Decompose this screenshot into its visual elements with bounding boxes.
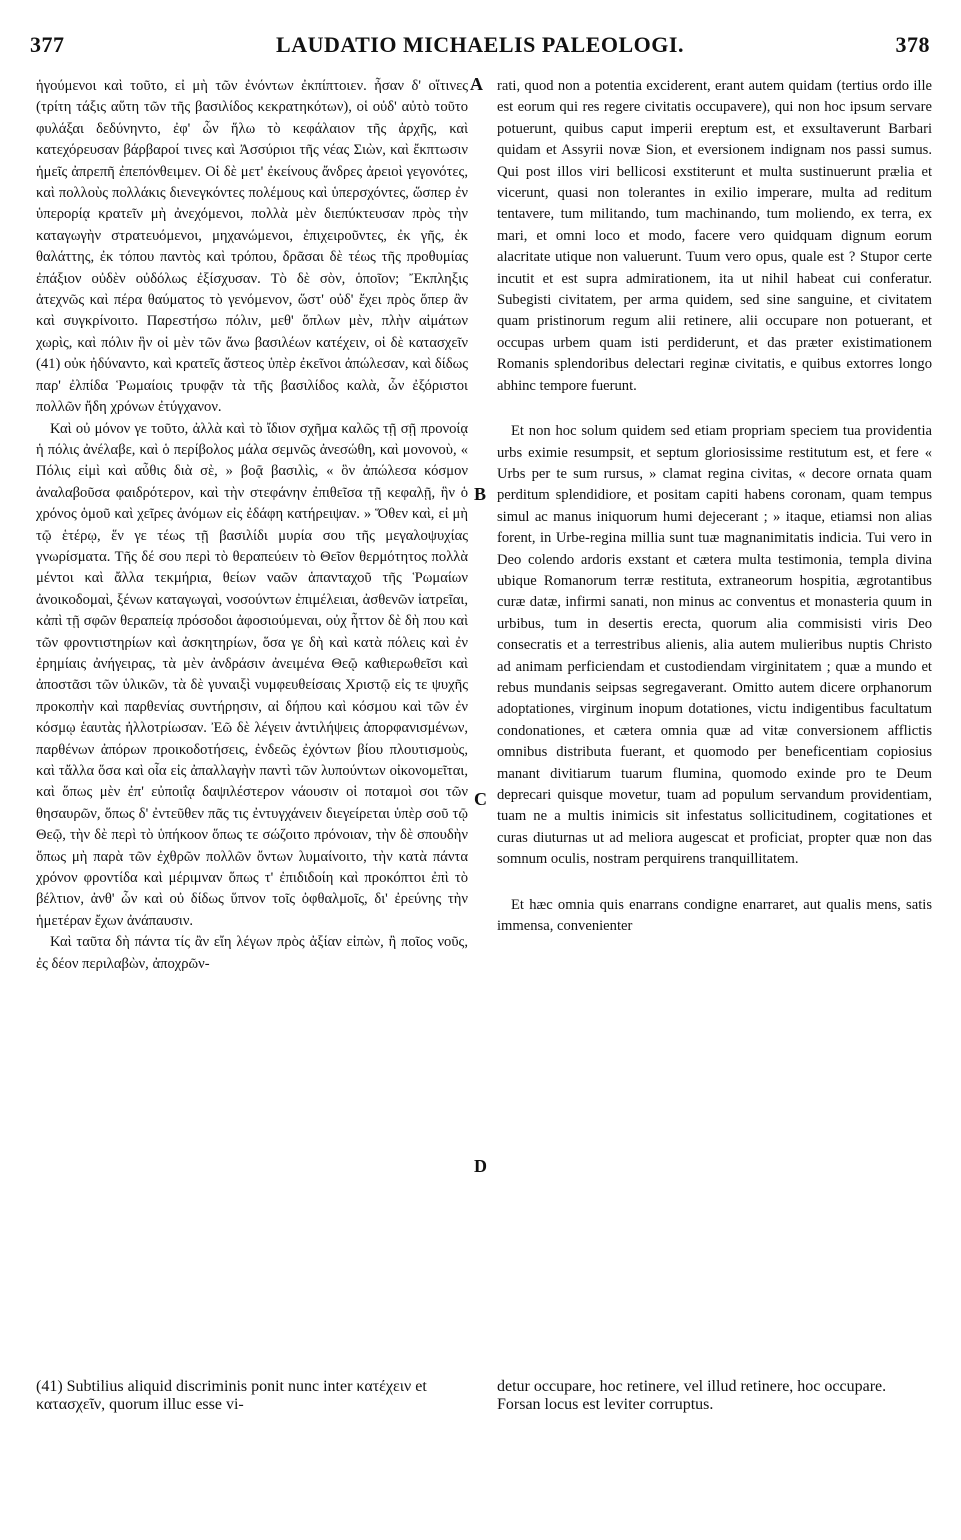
- footnote-right: detur occupare, hoc retinere, vel illud retinere, hoc occupare. Forsan locus est leviter corruptus.: [497, 1378, 887, 1413]
- greek-paragraph-1: ἡγούμενοι καὶ τοῦτο, εἰ μὴ τῶν ἐνόντων ἐκπίπτοιεν. ἦσαν δ' οἵτινες (τρίτη τάξις αὕτη τῶν τῆς βασιλίδος κεκρατηκότων), οἱ οὐδ' αὐτὸ τοῦτο φυλάξαι δεδύνηντο, ἐφ' ὧν ἥλω τὸ κεφάλαιον τῆς ἀρχῆς, καὶ κατεχόρευσαν βάρβαροί τινες καὶ Ἀσσύριοι τῆς νέας Σιὼν, καὶ ἔκπτωσιν ἡμεῖς ἀπρεπῆ ἐπεπόνθειμεν. Οἱ δὲ μετ' ἐκείνους ἄνδρες ἀρειοὶ γεγονότες, καὶ πολλοὺς πολλάκις διενεγκόντες πολέμους καὶ ὑπερσχόντες, ὥσπερ ἐν ὑπερορίᾳ κρατεῖν μὴ ἀνεχόμενοι, πολλὰ μὲν διεπύκτευσαν πρὸς τὴν καταγωγὴν στρατευόμενοι, μηχανώμενοι, ἐπιχειροῦντες, ἐκ γῆς, ἐκ θαλάττης, ἐκ τόπου παντὸς καὶ τρόπου, δρᾶσαι δὲ τέως τῆς προθυμίας ἐπάξιον οὐδὲν οὐδόλως ἐξίσχυσαν. Τὸ δὲ σὸν, ὁποῖον; Ἔκπληξις ἀτεχνῶς καὶ πέρα θαύματος τὸ γενόμενον, ὥστ' οὐδ' ἔχει πρὸς ὅπερ ἂν καὶ συγκρίνοιτο. Παρεστήσω πόλιν, μεθ' ὅπλων μὲν, πλὴν αἱμάτων χωρὶς, καὶ πόλιν ἣν οἱ μὲν τῶν ἄνω βασιλέων κατέχειν, οἱ δὲ κατασχεῖν (41) οὐκ ἠδύναντο, καὶ κρατεῖς ἄστεος ὑπὲρ ἐκεῖνοι ἀπώλεσαν, καὶ δίδως παρ' ἐλπίδα Ῥωμαίοις τρυφᾷν τὰ τῆς βασιλίδος καλὰ, ὧν ἐξόριστοι πολλῶν ἤδη χρόνων ἐτύγχανον.: [36, 78, 468, 416]
- section-marker-c: C: [474, 789, 487, 809]
- page-header: [30, 26, 930, 62]
- latin-paragraph-2: Et non hoc solum quidem sed etiam propriam speciem tua providentia urbs eximie resumpsit, et septum gloriosissime restitutum est, et fere « Urbs per te sum rursus, » clamat regina civitas, « decore ornata quam perditum splendidiore, et positam capiti habens coronam, quam tempus simul ac manus iniquorum humi dejecerant ; » itaque, etiamsi non alias forent, in Urbe-regina millia sunt tuæ magnanimitatis indicia. Tui vero in Deo colendo ardoris exstant et cætera multa testimonia, templa divina ubique Romanorum terræ restituta, extraneorum hospitia, ægrotantibus curæ datæ, infirmi sanati, non minus ac conventus et monasteria quum in urbibus, tum in desertis erecta, quorum alia commisisti viris Deo consecratis et a terrestribus alienis, alia autem mulieribus nuptis Christo ad animam perficiendam et custodiendam virginitatem ; quæ a mundo et rebus mundanis seipsas segregaverant. Omitto autem dicere orphanorum adoptationes, virginum inopum dotationes, victu indigentibus facultatum condonationes, et cætera omnia quæ ad vitæ conversionem afflictis omnibus distributa fuerant, et quomodo per beneficentiam copiosius manant divitiarum tuarum flumina, quomodo exinde pro te Deum deprecari quisque movetur, tuam ad populum servandum providentiam, tuam ne a multis inimicis sit infestatus sollicitudinem, cogitationes et curas diuturnas ut ad meliora augescat et proficiat, propter quæ non das somnum oculis, nostram perquirens tranquillitatem.: [497, 423, 932, 868]
- footnote-left: (41) Subtilius aliquid discriminis ponit nunc inter κατέχειν et κατασχεῖν, quorum illuc esse vi-: [36, 1378, 427, 1413]
- latin-column: [497, 76, 932, 937]
- greek-column: [36, 76, 468, 975]
- page-number-left: 377: [30, 32, 65, 57]
- section-marker-b: B: [474, 484, 487, 504]
- latin-paragraph-1: rati, quod non a potentia exciderent, erant autem quidam (tertius ordo ille est eorum qui res regere civitatis occupavere), qui non hoc ipsum servare potuerunt, quibus caput imperii ereptum est, et exsultaverunt Barbari quidam et Assyrii novæ Sion, et eversionem indignam nos passi sumus. Qui post illos viri bellicosi exstiterunt et multa sustinuerunt prælia et vicerunt, quasi non tolerantes in exilio imperare, multa ad reditum tentavere, tum militando, tum machinando, tum moliendo, ex terra, ex mari, et omni loco et modo, facere vero quidquam dignum eorum alacritate utique non valuerunt. Tuum vero opus, quale est ? Stupor certe incutit et est supra admirationem, ita ut nihil habeat cui conferatur. Subegisti civitatem, per arma quidem, sed sine sanguine, et civitatem quam pristinorum regum alii retinere, alii occupare non potuerant, et occupas urbem quam isti perdiderunt, et das præter existimationem Romanis splendoribus delectari reginæ civitatis, e quibus extorres longo abhinc tempore fuerunt.: [497, 78, 932, 394]
- latin-paragraph-3: Et hæc omnia quis enarrans condigne enarraret, aut qualis mens, satis immensa, convenienter: [497, 896, 932, 935]
- greek-paragraph-2: Καὶ οὐ μόνον γε τοῦτο, ἀλλὰ καὶ τὸ ἴδιον σχῆμα καλῶς τῇ σῇ προνοίᾳ ἡ πόλις ἀνέλαβε, καὶ ὁ περίβολος μάλα σεμνῶς ἀνεσώθη, καὶ μονονοὺ, « Πόλις εἰμὶ καὶ αὖθις διὰ σὲ, » βοᾷ βασιλὶς, « ὃν ἀπώλεσα κόσμον ἀναλαβοῦσα φαιδρότερον, καὶ τὴν στεφάνην ἐπιθεῖσα τῇ κεφαλῇ, ἣν ὁ χρόνος ὁμοῦ καὶ χεῖρες ἀνόμων εἰς ἐδάφη κατήρειψαν. » Ὅθεν καὶ, εἰ μὴ τῷ ἑτέρῳ, ἕν γε τέως τῇ βασιλίδι μυρία σου τῆς μεγαλοψυχίας γνωρίσματα. Τῆς δέ σου περὶ τὸ θεραπεύειν τὸ Θεῖον θερμότητος πολλὰ μέντοι καὶ ἄλλα τεκμήρια, θείων ναῶν ἁπανταχοῦ τῆς Ῥωμαίων ἀνοικοδομαὶ, ξένων καταγωγαὶ, νοσούντων ἐπιμέλειαι, ἀσθενῶν ἰατρεῖαι, κἀπὶ τῇ σφῶν θεραπείᾳ πρόσοδοι ἀφοσιούμεναι, οὐχ ἧττον δὲ δὴ που καὶ τῶν φροντιστηρίων καὶ ἀσκητηρίων, ὅσα γε δὴ καὶ κατὰ πόλεις καὶ ἐν ἐρημίαις ἀνήγειρας, τὰ μὲν ἀνδράσιν ἀνειμένα Θεῷ καθιερωθεῖσι καὶ ἀποστᾶσι τῶν ὑλικῶν, τὰ δὲ γυναιξὶ νυμφευθείσαις Χριστῷ εἰς τε ψυχῆς προκοπὴν καὶ παρθενίας συντήρησιν, αἱ δήπου καὶ κόσμου καὶ τῶν ἐν κόσμῳ ἑαυτὰς ἠλλοτρίωσαν. Ἐῶ δὲ λέγειν ἀντιλήψεις ἀπορφανισμένων, παρθένων ἀπόρων προικοδοτήσεις, ἐνδεῶς ἐχόντων βίου πλουτισμοὺς, καὶ τἄλλα ὅσα καὶ οἷα εἰς ἀπαλλαγὴν παντὶ τῶν λυπούντων οἰκονομεῖται, καὶ ὅπως μὲν ἐπ' εὐποιΐᾳ δαψιλέστερον νάουσιν οἱ ποταμοὶ σοι τῶν θησαυρῶν, ὅπως δ' ἐντεῦθεν πᾶς τις ἐντυγχάνειν διεγείρεται ὑπὲρ σοῦ τῷ Θεῷ, τὴν δὲ περὶ τὸ ὑπήκοον ὅπως τε σώζοιτο πρόνοιαν, τὴν δὲ σπουδὴν ὅπως μὴ παρὰ τῶν ἐχθρῶν πολλῶν ὄντων λυμαίνοιτο, τὴν κατὰ πάντα χρόνον φροντίδα καὶ μέριμναν ὅπως τ' ἐπιδιδοίη καὶ προκόπτοι ἐπὶ τὸ βέλτιον, ἀνθ' ὧν καὶ οὐ δίδως ὕπνον τοῖς ὀφθαλμοῖς, δι' ἐρεύνης τὴν ἡμετέραν ἔχων ἀνάπαυσιν.: [36, 420, 468, 929]
- page-number-right: 378: [895, 32, 930, 57]
- running-title: LAUDATIO MICHAELIS PALEOLOGI.: [276, 32, 684, 57]
- section-marker-a: A: [470, 74, 483, 94]
- greek-paragraph-3: Καὶ ταῦτα δὴ πάντα τίς ἂν εἴη λέγων πρὸς ἀξίαν εἰπὼν, ἢ ποῖος νοῦς, ἐς δέον περιλαβὼν, ἀποχρῶν-: [36, 934, 468, 972]
- section-marker-d: D: [474, 1156, 487, 1176]
